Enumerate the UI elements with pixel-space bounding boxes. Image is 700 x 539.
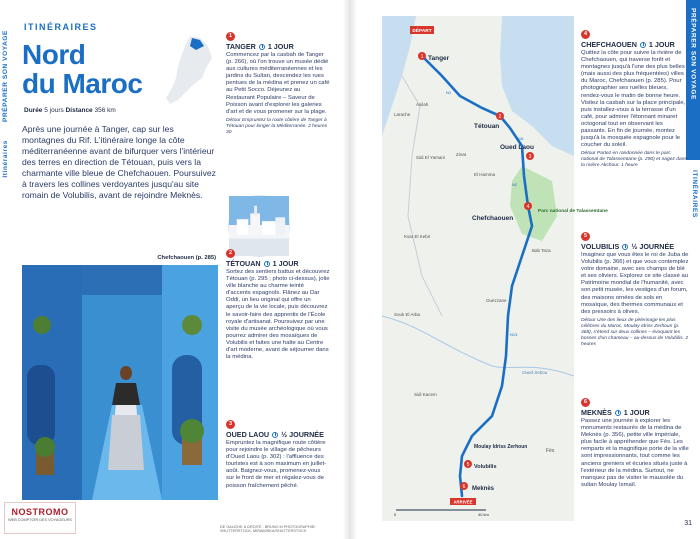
step-volubilis xyxy=(581,224,689,348)
clock-icon xyxy=(272,432,278,438)
side-tab-preparer-right: PRÉPARER SON VOYAGE xyxy=(686,0,700,160)
photo-credit: DE GAUCHE À DROITE : BRUNO M PHOTOGRAPHIE/ SHUTTERSTOCK, MIRAMISKA/SHUTTERSTOCK xyxy=(220,525,316,533)
step-number: 6 xyxy=(581,398,590,407)
step-place: TÉTOUAN xyxy=(226,258,261,268)
step-duration: 1 JOUR xyxy=(648,39,675,49)
label-meknes: Meknès xyxy=(472,486,495,492)
label-depart: DÉPART xyxy=(412,29,432,34)
intro-paragraph: Après une journée à Tanger, cap sur les montagnes du Rif. L'itinéraire longe la côte méditerranéenne avant de bifurquer vers l'intérieur des terres en direction de Tétouan, puis vers la charmante ville bleue de Chefchaouen. Poursuivez à travers les collines verdoyantes jusqu'au site romain de Volubilis, avant de rejoindre Meknès. xyxy=(22,124,216,200)
step-meknes xyxy=(581,390,689,489)
label-volubilis: Volubilis xyxy=(474,464,497,470)
step-place: MEKNÈS xyxy=(581,407,612,417)
step-body: Empruntez la magnifique route côtière pour rejoindre le village de pêcheurs d'Oued Laou (p. 302) : l'affluence des touristes est à son maximum en juillet-août. Baignez-vous, promenez-vous sur le front de mer et régalez-vous de poisson fraîchement pêché. xyxy=(226,440,327,489)
section-kicker: ITINÉRAIRES xyxy=(24,22,98,32)
step-place: TANGER xyxy=(226,41,256,51)
photo-caption: Chefchaouen (p. 285) xyxy=(157,255,216,261)
label-river: Oued Sebou xyxy=(522,370,548,375)
step-heading xyxy=(581,41,689,50)
label-oued-laou: Oued Laou xyxy=(500,144,534,151)
step-duration: ½ JOURNÉE xyxy=(631,241,675,251)
logo-tagline: WEB COMPTOIR DES VOYAGEURS xyxy=(8,518,72,522)
map-marker-chefchaouen xyxy=(524,202,532,210)
svg-text:6: 6 xyxy=(462,484,466,490)
map-marker-tanger xyxy=(418,52,426,60)
step-duration: 1 JOUR xyxy=(267,41,294,51)
title-line-2: du Maroc xyxy=(22,68,143,99)
route-label-n1: N1 xyxy=(446,90,452,95)
distance-label: Distance xyxy=(65,107,93,114)
step-number: 4 xyxy=(581,30,590,39)
title-line-1: Nord xyxy=(22,39,86,70)
label-bab-taza: Bab Taza xyxy=(532,248,551,253)
scale-start: 0 xyxy=(394,512,397,517)
label-moulay: Moulay Idriss Zerhoun xyxy=(474,444,528,450)
step-duration: 1 JOUR xyxy=(623,407,650,417)
step-place: VOLUBILIS xyxy=(581,241,620,251)
step-body: Sortez des sentiers battus et découvrez Tétouan (p. 295 ; photo ci-dessus), jolie ville blanche au charme teinté d'accents espagnols. Flânez au Dar Oddi, un lieu original qui offre un aperçu de la vie locale, puis découvrez le savoir-faire des apprentis de l'École royale d'artisanat. Poursuivez par une visite du musée archéologique où vous pourrez admirer des mosaïques de Volubilis et faites une halte au Centre d'art moderne, avant de séjourner dans la médina. xyxy=(226,269,330,361)
label-tanger: Tanger xyxy=(428,55,450,62)
step-heading xyxy=(226,260,330,269)
label-tetouan: Tétouan xyxy=(474,123,500,130)
step-number: 2 xyxy=(226,249,235,258)
side-tab-itineraires: Itinéraires xyxy=(2,140,9,178)
route-label-n2: N2 xyxy=(512,182,518,187)
step-oued-laou xyxy=(226,412,330,490)
step-number: 1 xyxy=(226,32,235,41)
svg-text:5: 5 xyxy=(466,462,470,468)
step-number: 5 xyxy=(581,232,590,241)
label-ksar-kebir: Ksar El Kebir xyxy=(404,234,431,239)
label-zinat: Zinat xyxy=(456,152,467,157)
trip-stats xyxy=(24,107,116,114)
step-tanger xyxy=(226,24,330,136)
clock-icon xyxy=(615,410,621,416)
side-tab-itineraires-right: ITINÉRAIRES xyxy=(691,170,698,218)
label-el-hamma: El Hamma xyxy=(474,172,496,177)
label-sidi-kacem: Sidi Kacem xyxy=(414,392,437,397)
label-arrivee: ARRIVÉE xyxy=(453,499,473,505)
step-chefchaouen xyxy=(581,22,689,169)
svg-text:3: 3 xyxy=(528,154,532,160)
step-detour: Détour Empruntez la route côtière de Tanger à Tétouan pour longer la Méditerranée. 2 heures 30 xyxy=(226,117,328,135)
step-heading xyxy=(581,409,689,418)
scale-end: 40 km xyxy=(478,512,489,517)
label-chefchaouen: Chefchaouen xyxy=(472,215,514,222)
book-gutter xyxy=(343,0,357,539)
clock-icon xyxy=(264,261,270,267)
label-park: Parc national de Talassemtane xyxy=(538,209,608,214)
step-body: Commencez par la casbah de Tanger (p. 266), où l'on trouve un musée dédié aux cultures méditerranéennes et les jardins du Sultan, descendez les rues pentues de la médina et prenez un café au Petit Socco. Déjeunez au Restaurant Populaire – Saveur de Poisson avant d'explorer les galeries d'art et de vous promener sur la plage. xyxy=(226,52,330,115)
route-label-n13: N13 xyxy=(510,332,518,337)
nostromo-logo xyxy=(4,502,76,534)
step-body: Quittez la côte pour suivre la rivière de Chefchaouen, qui traverse forêt et montagnes jusqu'à l'une des plus belles (mais aussi des plus fréquentées) villes du Maroc, Chefchaouen (p. 285). Pour photographier ses ruelles bleues, rendez-vous le matin de bonne heure. Visitez la casbah sur la place principale, puis installez-vous à la terrasse d'un café, pour admirer l'étonnant minaret octogonal tout en observant les passants. En fin de journée, montez jusqu'à la mosquée espagnole pour le coucher du soleil. xyxy=(581,50,686,149)
side-tab-preparer: PRÉPARER SON VOYAGE xyxy=(2,30,9,122)
step-place: OUED LAOU xyxy=(226,429,270,439)
step-number: 3 xyxy=(226,420,235,429)
map-marker-oued-laou xyxy=(526,152,534,160)
step-tetouan xyxy=(226,241,330,361)
route-map xyxy=(382,16,608,521)
map-marker-meknes xyxy=(460,482,468,490)
duration-value: 5 jours xyxy=(44,107,64,114)
step-detour: Détour Partez en randonnée dans le parc national de Talassemtane (p. 290) et nagez dans la rivière Akchour. 1 heure xyxy=(581,151,687,169)
clock-icon xyxy=(259,44,265,50)
step-body: Passez une journée à explorer les monuments restaurés de la médina de Meknès (p. 356), petite ville impériale, plus facile à appréhender que Fès. Les remparts et la magnifique porte de la ville sont impressionnants, tout comme les anciens greniers et écuries situés juste à l'extérieur de la médina. Surtout, ne manquez pas de visiter le mausolée du sultan Moulay Ismaïl. xyxy=(581,418,689,488)
page-number-right: 31 xyxy=(684,520,692,527)
page-title xyxy=(22,40,142,98)
step-heading xyxy=(226,43,330,52)
route-label-n16: N16 xyxy=(516,136,524,141)
label-fes: Fès xyxy=(546,448,555,454)
clock-icon xyxy=(640,42,646,48)
label-sidi-yamani: Sidi El Yamani xyxy=(416,155,445,160)
step-detour: Détour Une des lieux de pèlerinage les plus célèbres du Maroc, Moulay Idriss Zerhoun (p. 368), s'étend sur deux collines – évoquant les bosses d'un chameau – au-dessus de Volubilis. 2 heures xyxy=(581,317,689,347)
label-assilah: Asilah xyxy=(416,102,429,107)
duration-label: Durée xyxy=(24,107,43,114)
step-body: Imaginez que vous êtes le roi de Juba de Volubilis (p. 366) et que vous contemplez votre domaine, avec ses champs de blé et ses oliviers. Explorez ce site classé au Patrimoine mondial de l'humanité, avec son petit musée, les vestiges d'un forum, des maisons ornées de sols en mosaïque, des thermes communaux et des pressoirs à olives. xyxy=(581,252,689,315)
map-marker-volubilis xyxy=(464,460,472,468)
logo-name: NOSTROMO xyxy=(11,507,69,517)
map-marker-tetouan xyxy=(496,112,504,120)
clock-icon xyxy=(622,244,628,250)
step-heading xyxy=(581,243,689,252)
label-souk-arba: Souk El Arba xyxy=(394,312,421,317)
svg-text:4: 4 xyxy=(526,204,530,210)
svg-text:1: 1 xyxy=(420,54,424,60)
chefchaouen-photo xyxy=(22,265,218,500)
step-duration: 1 JOUR xyxy=(272,258,299,268)
label-ouezzane: Ouezzane xyxy=(486,298,507,303)
right-page xyxy=(350,0,700,539)
svg-text:2: 2 xyxy=(498,114,502,120)
distance-value: 356 km xyxy=(94,107,116,114)
step-heading xyxy=(226,431,330,440)
label-larache: Larache xyxy=(394,112,411,117)
step-place: CHEFCHAOUEN xyxy=(581,39,637,49)
morocco-map-icon xyxy=(160,34,216,106)
step-duration: ½ JOURNÉE xyxy=(281,429,324,439)
